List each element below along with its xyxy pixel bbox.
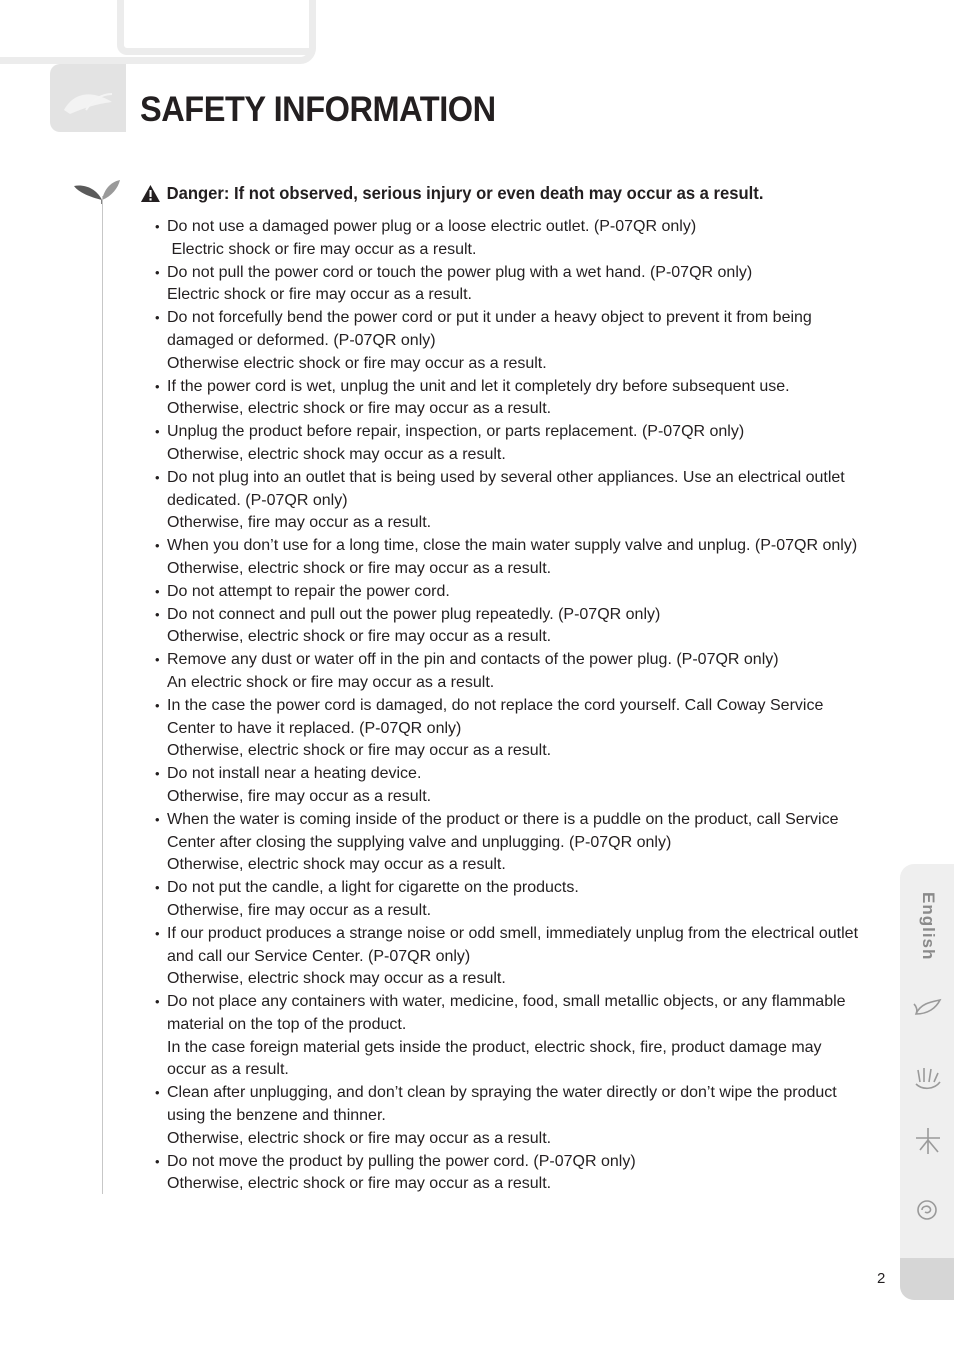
list-item: • Do not use a damaged power plug or a loose electric outlet. (P-07QR only) Electric shock or fire may occur as a result. [155,216,865,262]
side-tab-footer [900,1258,954,1300]
list-item: • Do not plug into an outlet that is being used by several other appliances. Use an electrical outlet dedicated. (P-07QR only) Otherwise, fire may occur as a result. [155,467,865,535]
decorative-frame-inner [117,0,309,55]
danger-heading [140,183,763,204]
list-item: • Do not attempt to repair the power cord. [155,581,865,604]
language-label: English [919,892,938,961]
danger-heading-text: Danger: If not observed, serious injury or even death may occur as a result. [166,183,764,203]
safety-list [155,216,865,1196]
list-item: • Unplug the product before repair, inspection, or parts replacement. (P-07QR only) Otherwise, electric shock may occur as a result. [155,421,865,467]
list-item: • In the case the power cord is damaged, do not replace the cord yourself. Call Coway Service Center to have it replaced. (P-07QR only) Otherwise, electric shock or fire may occur as a result. [155,695,865,763]
hand-icon [912,1064,944,1092]
list-item: • If the power cord is wet, unplug the unit and let it completely dry before subsequent use. Otherwise, electric shock or fire may occur as a result. [155,376,865,422]
section-divider-line [102,196,103,1194]
list-item: • When you don’t use for a long time, close the main water supply valve and unplug. (P-07QR only) Otherwise, electric shock or fire may occur as a result. [155,535,865,581]
list-item: • Do not pull the power cord or touch the power plug with a wet hand. (P-07QR only) Electric shock or fire may occur as a result. [155,262,865,308]
sprout-icon [72,176,122,204]
leaf-icon [912,996,944,1020]
list-item: • If our product produces a strange noise or odd smell, immediately unplug from the electrical outlet and call our Service Center. (P-07QR only) Otherwise, electric shock may occur as a result. [155,923,865,991]
swirl-icon [912,1196,944,1224]
list-item: • Do not move the product by pulling the power cord. (P-07QR only) Otherwise, electric shock or fire may occur as a result. [155,1151,865,1197]
warning-triangle-icon [140,184,161,203]
sparkle-icon [912,1126,944,1156]
list-item: • Do not place any containers with water, medicine, food, small metallic objects, or any flammable material on the top of the product. In the case foreign material gets inside the product, electric shock, fire, product damage may occur as a result. [155,991,865,1082]
list-item: • Do not forcefully bend the power cord or put it under a heavy object to prevent it from being damaged or deformed. (P-07QR only) Otherwise electric shock or fire may occur as a result. [155,307,865,375]
title-tab [50,64,126,132]
list-item: • When the water is coming inside of the product or there is a puddle on the product, call Service Center after closing the supplying valve and unplugging. (P-07QR only) Otherwise, electric shock may occur as a result. [155,809,865,877]
list-item: • Clean after unplugging, and don’t clean by spraying the water directly or don’t wipe the product using the benzene and thinner. Otherwise, electric shock or fire may occur as a result. [155,1082,865,1150]
list-item: • Do not install near a heating device. Otherwise, fire may occur as a result. [155,763,865,809]
list-item: • Do not connect and pull out the power plug repeatedly. (P-07QR only) Otherwise, electric shock or fire may occur as a result. [155,604,865,650]
list-item: • Remove any dust or water off in the pin and contacts of the power plug. (P-07QR only) An electric shock or fire may occur as a result. [155,649,865,695]
page-number: 2 [877,1270,886,1287]
page-title: SAFETY INFORMATION [140,90,496,129]
leaf-icon [56,80,118,120]
list-item: • Do not put the candle, a light for cigarette on the products. Otherwise, fire may occur as a result. [155,877,865,923]
